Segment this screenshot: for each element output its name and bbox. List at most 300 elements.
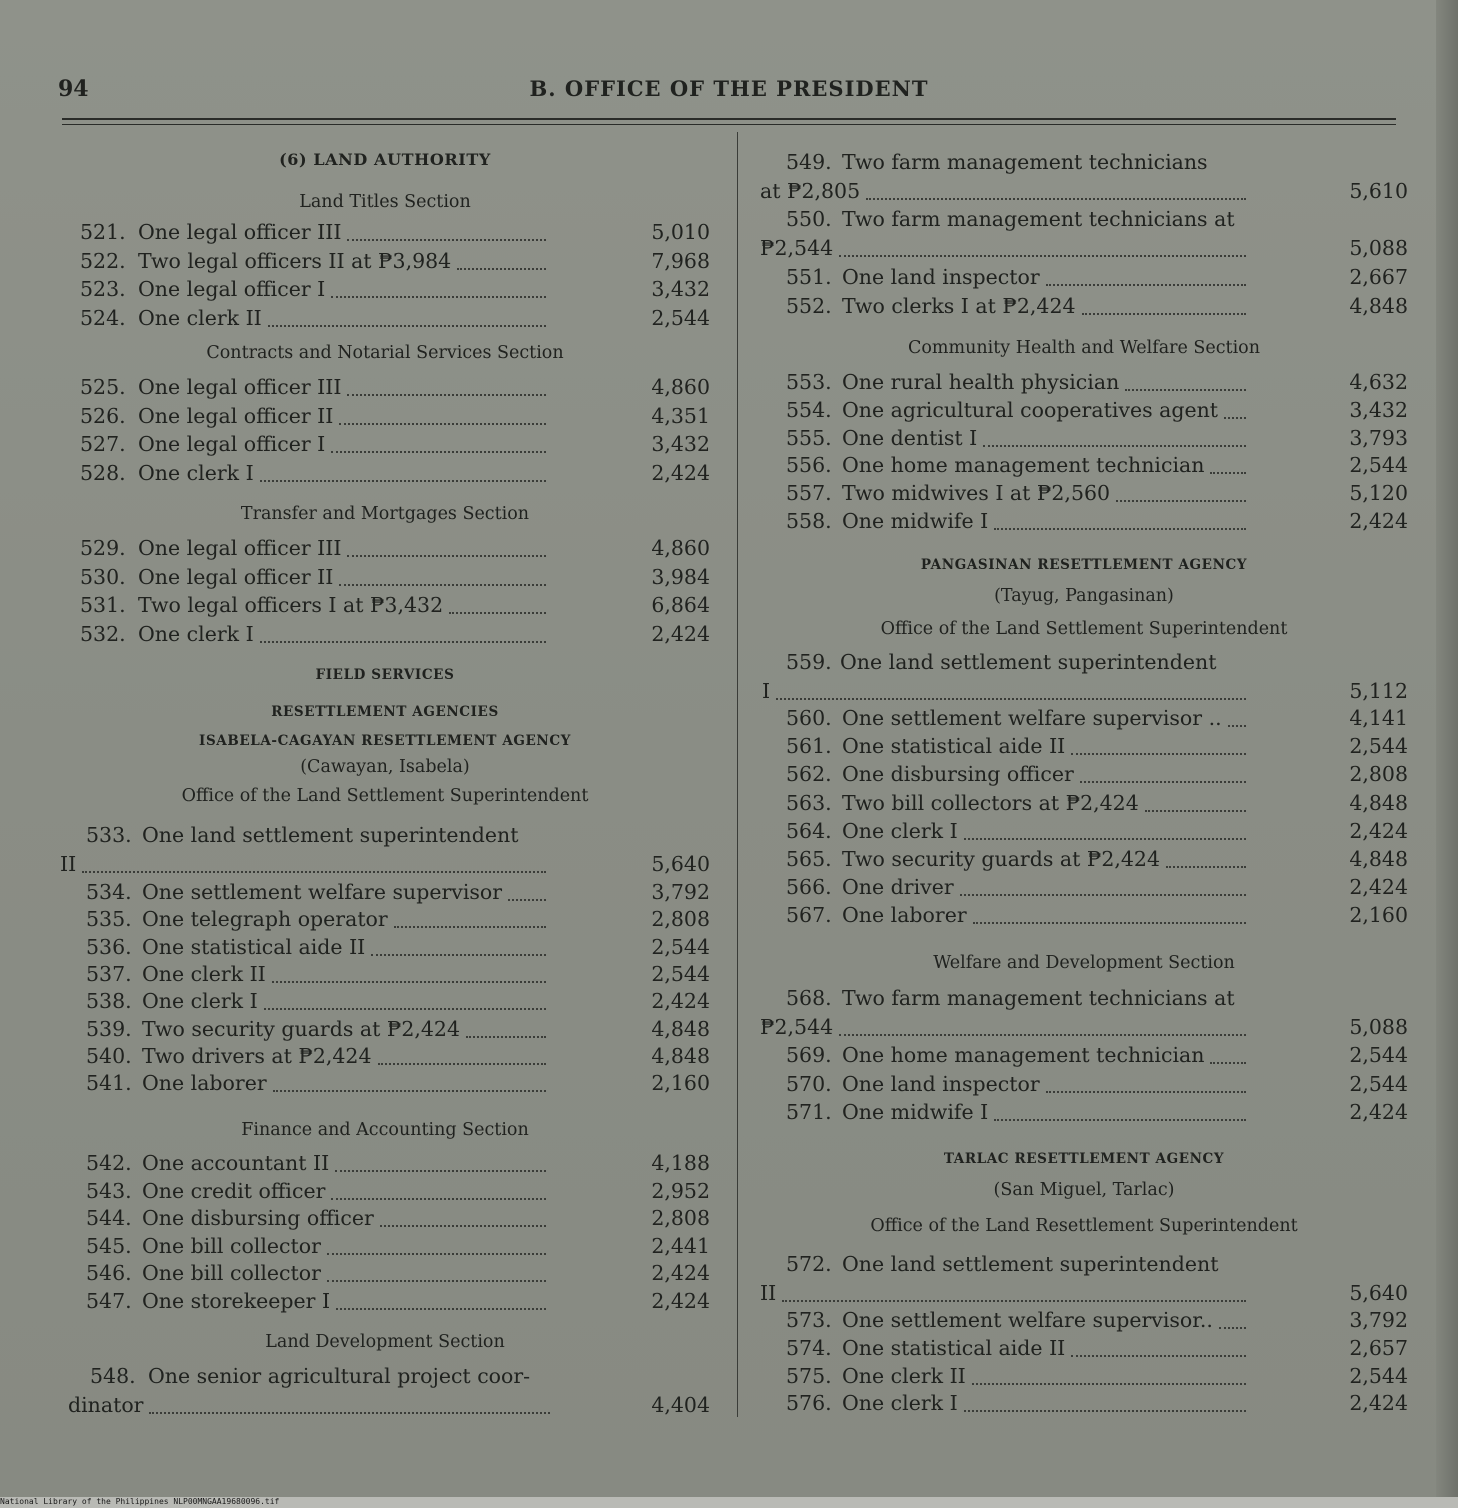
section-heading: Land Development Section xyxy=(265,1332,505,1352)
item-amount: 4,860 xyxy=(651,375,710,399)
item-amount: 2,808 xyxy=(651,1206,710,1231)
item-number: 546. xyxy=(86,1261,132,1286)
item-description: One statistical aide II xyxy=(142,934,366,959)
line-item-first-line xyxy=(760,986,1408,1014)
page-title: B. OFFICE OF THE PRESIDENT xyxy=(529,76,929,101)
item-description: One land inspector xyxy=(842,1071,1040,1096)
office-heading: Office of the Land Settlement Superintendent xyxy=(181,786,589,806)
dot-leader xyxy=(260,480,546,482)
item-amount: 2,544 xyxy=(651,305,710,330)
item-number: 548. xyxy=(90,1364,136,1388)
item-description: One disbursing officer xyxy=(142,1206,374,1231)
dot-leader xyxy=(994,528,1246,530)
item-amount: 2,424 xyxy=(651,1261,710,1286)
item-number: 527. xyxy=(80,432,126,456)
dot-leader xyxy=(1082,313,1246,315)
item-description: One settlement welfare supervisor .. xyxy=(842,706,1222,730)
item-description: One land settlement superintendent xyxy=(842,1252,1219,1276)
line-item xyxy=(760,1043,1408,1071)
item-amount: 2,544 xyxy=(1349,1043,1408,1067)
item-amount: 2,424 xyxy=(651,989,710,1014)
item-amount: 2,808 xyxy=(651,907,710,932)
agency-title: (6) LAND AUTHORITY xyxy=(279,150,491,169)
dot-leader xyxy=(264,1008,546,1010)
item-amount: 4,141 xyxy=(1349,706,1408,730)
item-amount: 2,441 xyxy=(651,1233,710,1258)
item-description: One statistical aide II xyxy=(842,734,1066,759)
item-description: One agricultural cooperatives agent xyxy=(842,397,1219,422)
item-number: 541. xyxy=(86,1071,132,1096)
item-number: 560. xyxy=(786,706,832,730)
item-number: 558. xyxy=(786,509,832,533)
dot-leader xyxy=(983,445,1246,447)
line-item xyxy=(760,370,1408,398)
item-description: One midwife I xyxy=(842,1100,989,1124)
dot-leader xyxy=(508,899,546,901)
item-description: One statistical aide II xyxy=(842,1335,1066,1360)
item-number: 540. xyxy=(86,1043,132,1068)
section-heading: FIELD SERVICES xyxy=(315,667,455,683)
item-amount: 5,010 xyxy=(651,220,710,244)
item-amount: 2,424 xyxy=(1349,509,1408,533)
line-item-first-line xyxy=(760,1252,1408,1280)
line-item-first-line xyxy=(760,207,1408,235)
item-description: One legal officer III xyxy=(138,375,342,399)
item-description: One land settlement superintendent xyxy=(142,823,519,847)
item-amount: 3,984 xyxy=(651,564,710,589)
line-item xyxy=(760,265,1408,293)
header-rule-thin xyxy=(62,124,1396,125)
line-item xyxy=(760,791,1408,819)
item-number: 528. xyxy=(80,460,126,485)
item-amount: 2,544 xyxy=(1349,453,1408,478)
dot-leader xyxy=(339,584,546,586)
item-number: 534. xyxy=(86,880,132,904)
item-number: 561. xyxy=(786,734,832,759)
item-number: 537. xyxy=(86,961,132,986)
item-description: One laborer xyxy=(842,903,967,928)
line-item-second-line xyxy=(60,1393,710,1421)
dot-leader xyxy=(380,1225,546,1227)
dot-leader xyxy=(1071,1355,1246,1357)
footer-caption: National Library of the Philippines NLP00MNGAA19680096.tif xyxy=(0,1497,1458,1508)
item-amount: 2,667 xyxy=(1349,265,1408,289)
dot-leader xyxy=(371,954,546,956)
dot-leader xyxy=(273,1090,546,1092)
item-description: Two security guards at ₱2,424 xyxy=(842,847,1161,871)
item-description: One clerk I xyxy=(842,818,958,843)
item-number: 571. xyxy=(786,1100,832,1124)
item-number: 521. xyxy=(80,220,126,244)
item-description: One clerk II xyxy=(842,1363,966,1388)
item-amount: 3,793 xyxy=(1349,425,1408,450)
agency-heading: PANGASINAN RESETTLEMENT AGENCY xyxy=(920,557,1248,573)
line-item xyxy=(760,1100,1408,1128)
item-number: 544. xyxy=(86,1206,132,1231)
line-item xyxy=(60,461,710,489)
item-description: One clerk I xyxy=(142,989,258,1014)
item-description: One clerk II xyxy=(138,305,262,330)
item-description: Two bill collectors at ₱2,424 xyxy=(842,790,1139,815)
item-description-continued: II xyxy=(760,1280,777,1305)
item-number: 523. xyxy=(80,277,126,301)
item-amount: 3,792 xyxy=(651,880,710,904)
item-amount: 4,848 xyxy=(651,1043,710,1068)
item-number: 563. xyxy=(786,790,832,815)
item-description: One home management technician xyxy=(842,453,1205,478)
item-amount: 2,544 xyxy=(651,961,710,986)
dot-leader xyxy=(82,871,546,873)
item-description: One rural health physician xyxy=(842,370,1120,394)
agency-heading: TARLAC RESETTLEMENT AGENCY xyxy=(943,1151,1225,1167)
item-amount: 5,640 xyxy=(1349,1280,1408,1305)
header-rule xyxy=(62,118,1396,120)
line-item xyxy=(60,907,710,935)
line-item xyxy=(60,1289,710,1317)
dot-leader xyxy=(1125,389,1246,391)
section-heading: Community Health and Welfare Section xyxy=(907,338,1260,358)
item-description: One legal officer III xyxy=(138,536,342,560)
section-heading: Land Titles Section xyxy=(299,192,471,212)
dot-leader xyxy=(994,1119,1246,1121)
line-item-second-line xyxy=(60,852,710,880)
item-number: 524. xyxy=(80,305,126,330)
line-item xyxy=(760,706,1408,734)
item-description-continued: I xyxy=(762,678,771,703)
item-number: 568. xyxy=(786,986,832,1010)
item-description: One credit officer xyxy=(142,1178,326,1203)
item-number: 566. xyxy=(786,875,832,900)
item-description: Two farm management technicians xyxy=(842,150,1208,174)
item-description: One legal officer I xyxy=(138,432,326,456)
item-amount: 2,952 xyxy=(651,1178,710,1203)
line-item xyxy=(60,1234,710,1262)
item-amount: 5,112 xyxy=(1349,678,1408,703)
item-amount: 5,088 xyxy=(1349,1014,1408,1039)
item-amount: 2,544 xyxy=(651,934,710,959)
dot-leader xyxy=(782,1300,1246,1302)
dot-leader xyxy=(339,423,546,425)
line-item xyxy=(60,249,710,277)
item-number: 564. xyxy=(786,818,832,843)
item-amount: 2,808 xyxy=(1349,762,1408,787)
line-item xyxy=(60,935,710,963)
dot-leader xyxy=(331,1198,546,1200)
item-description: One legal officer I xyxy=(138,277,326,301)
line-item-second-line xyxy=(760,679,1408,707)
dot-leader xyxy=(964,1410,1246,1412)
line-item xyxy=(60,1206,710,1234)
item-description: One laborer xyxy=(142,1071,267,1096)
line-item xyxy=(60,536,710,564)
dot-leader xyxy=(260,641,546,643)
item-amount: 2,657 xyxy=(1349,1335,1408,1360)
item-amount: 2,424 xyxy=(1349,1391,1408,1416)
item-number: 529. xyxy=(80,536,126,560)
item-number: 555. xyxy=(786,425,832,450)
dot-leader xyxy=(327,1280,546,1282)
dot-leader xyxy=(347,555,546,557)
item-description: One legal officer II xyxy=(138,564,334,589)
section-heading: Welfare and Development Section xyxy=(933,953,1235,973)
line-item xyxy=(60,989,710,1017)
dot-leader xyxy=(1046,284,1246,286)
dot-leader xyxy=(1080,781,1246,783)
line-item-second-line xyxy=(760,1281,1408,1309)
item-description: One land settlement superintendent xyxy=(840,650,1217,674)
item-description: Two clerks I at ₱2,424 xyxy=(842,293,1076,318)
item-number: 539. xyxy=(86,1016,132,1041)
item-description: Two legal officers II at ₱3,984 xyxy=(138,248,452,273)
line-item xyxy=(60,220,710,248)
item-number: 522. xyxy=(80,248,126,273)
agency-location: (San Miguel, Tarlac) xyxy=(993,1180,1175,1200)
item-amount: 2,424 xyxy=(1349,818,1408,843)
item-description: One clerk II xyxy=(142,961,266,986)
dot-leader xyxy=(457,268,546,270)
line-item-second-line xyxy=(760,179,1408,207)
column-divider xyxy=(737,132,738,1417)
page-edge xyxy=(1436,0,1458,1508)
item-number: 535. xyxy=(86,907,132,932)
line-item xyxy=(760,875,1408,903)
item-number: 556. xyxy=(786,453,832,478)
item-amount: 2,424 xyxy=(651,621,710,646)
item-description: One clerk I xyxy=(138,621,254,646)
dot-leader xyxy=(335,1170,546,1172)
line-item xyxy=(60,565,710,593)
item-description: One driver xyxy=(842,875,954,900)
line-item xyxy=(760,1308,1408,1336)
line-item xyxy=(760,903,1408,931)
item-number: 549. xyxy=(786,150,832,174)
line-item-first-line xyxy=(760,650,1408,678)
item-description: One accountant II xyxy=(142,1151,330,1175)
dot-leader xyxy=(466,1036,546,1038)
dot-leader xyxy=(1210,472,1246,474)
line-item-first-line xyxy=(760,150,1408,178)
item-amount: 4,848 xyxy=(1349,293,1408,318)
office-heading: Office of the Land Settlement Superintendent xyxy=(880,619,1288,639)
item-amount: 4,351 xyxy=(651,403,710,428)
item-description: One home management technician xyxy=(842,1043,1205,1067)
dot-leader xyxy=(1224,417,1246,419)
section-heading: Transfer and Mortgages Section xyxy=(240,504,530,524)
item-number: 552. xyxy=(786,293,832,318)
item-description: One settlement welfare supervisor.. xyxy=(842,1308,1213,1332)
agency-location: (Cawayan, Isabela) xyxy=(300,757,470,777)
item-number: 553. xyxy=(786,370,832,394)
dot-leader xyxy=(449,612,546,614)
item-amount: 2,424 xyxy=(1349,875,1408,900)
item-number: 532. xyxy=(80,621,126,646)
dot-leader xyxy=(331,451,546,453)
item-number: 574. xyxy=(786,1335,832,1360)
line-item xyxy=(60,622,710,650)
line-item-second-line xyxy=(760,236,1408,264)
item-description-continued: at ₱2,805 xyxy=(760,178,861,203)
line-item xyxy=(60,880,710,908)
dot-leader xyxy=(1166,866,1246,868)
dot-leader xyxy=(268,325,546,327)
item-number: 557. xyxy=(786,481,832,506)
dot-leader xyxy=(964,838,1246,840)
item-amount: 5,640 xyxy=(651,851,710,876)
line-item xyxy=(60,1044,710,1072)
dot-leader xyxy=(776,698,1246,700)
line-item xyxy=(760,1364,1408,1392)
item-description: One land inspector xyxy=(842,265,1040,289)
line-item xyxy=(60,1017,710,1045)
item-amount: 5,610 xyxy=(1349,178,1408,203)
item-amount: 2,424 xyxy=(1349,1100,1408,1124)
item-number: 543. xyxy=(86,1178,132,1203)
item-description: Two farm management technicians at xyxy=(842,207,1235,231)
dot-leader xyxy=(327,1253,546,1255)
item-amount: 3,432 xyxy=(1349,397,1408,422)
item-amount: 7,968 xyxy=(651,248,710,273)
line-item xyxy=(60,375,710,403)
dot-leader xyxy=(1219,1327,1246,1329)
item-description: Two drivers at ₱2,424 xyxy=(142,1043,372,1068)
item-description: Two farm management technicians at xyxy=(842,986,1235,1010)
line-item xyxy=(760,1072,1408,1100)
item-description: Two midwives I at ₱2,560 xyxy=(842,481,1111,506)
line-item xyxy=(60,593,710,621)
line-item xyxy=(760,509,1408,537)
line-item xyxy=(60,277,710,305)
item-description: One senior agricultural project coor- xyxy=(148,1364,531,1388)
line-item xyxy=(60,432,710,460)
item-amount: 4,848 xyxy=(1349,790,1408,815)
dot-leader xyxy=(1116,500,1246,502)
line-item xyxy=(760,1336,1408,1364)
line-item xyxy=(760,426,1408,454)
dot-leader xyxy=(149,1412,550,1414)
line-item xyxy=(760,819,1408,847)
line-item xyxy=(60,306,710,334)
dot-leader xyxy=(1145,810,1246,812)
page-number: 94 xyxy=(58,76,89,102)
dot-leader xyxy=(960,894,1246,896)
item-number: 550. xyxy=(786,207,832,231)
line-item xyxy=(760,1391,1408,1419)
item-number: 567. xyxy=(786,903,832,928)
item-number: 547. xyxy=(86,1289,132,1313)
dot-leader xyxy=(1228,725,1246,727)
item-description: One telegraph operator xyxy=(142,907,388,932)
item-number: 542. xyxy=(86,1151,132,1175)
line-item xyxy=(760,294,1408,322)
item-description-continued: II xyxy=(60,851,77,876)
item-amount: 4,848 xyxy=(651,1016,710,1041)
line-item xyxy=(60,1261,710,1289)
item-number: 562. xyxy=(786,762,832,787)
item-number: 530. xyxy=(80,564,126,589)
line-item xyxy=(760,734,1408,762)
item-amount: 4,632 xyxy=(1349,370,1408,394)
item-amount: 2,544 xyxy=(1349,1363,1408,1388)
dot-leader xyxy=(394,926,546,928)
item-number: 565. xyxy=(786,847,832,871)
item-description: One settlement welfare supervisor xyxy=(142,880,503,904)
dot-leader xyxy=(839,255,1246,257)
line-item-first-line xyxy=(60,823,710,851)
line-item xyxy=(60,1071,710,1099)
item-number: 551. xyxy=(786,265,832,289)
item-description: One midwife I xyxy=(842,509,989,533)
item-number: 570. xyxy=(786,1071,832,1096)
item-number: 525. xyxy=(80,375,126,399)
item-description-continued: ₱2,544 xyxy=(760,235,834,260)
item-number: 538. xyxy=(86,989,132,1014)
dot-leader xyxy=(1210,1062,1246,1064)
item-description: Two legal officers I at ₱3,432 xyxy=(138,593,444,617)
item-amount: 2,424 xyxy=(651,1289,710,1313)
dot-leader xyxy=(839,1034,1246,1036)
item-number: 573. xyxy=(786,1308,832,1332)
item-amount: 4,188 xyxy=(651,1151,710,1175)
dot-leader xyxy=(347,239,546,241)
item-description: One legal officer III xyxy=(138,220,342,244)
item-number: 526. xyxy=(80,403,126,428)
item-description-continued: ₱2,544 xyxy=(760,1014,834,1039)
item-amount: 3,792 xyxy=(1349,1308,1408,1332)
dot-leader xyxy=(1046,1091,1246,1093)
line-item xyxy=(60,404,710,432)
line-item xyxy=(60,1179,710,1207)
item-description: One dentist I xyxy=(842,425,978,450)
item-amount: 5,088 xyxy=(1349,235,1408,260)
item-amount: 2,544 xyxy=(1349,1071,1408,1096)
item-description-continued: dinator xyxy=(68,1392,144,1417)
item-amount: 2,160 xyxy=(651,1071,710,1096)
dot-leader xyxy=(378,1063,546,1065)
item-number: 576. xyxy=(786,1391,832,1416)
item-amount: 3,432 xyxy=(651,432,710,456)
item-amount: 6,864 xyxy=(651,593,710,617)
item-amount: 4,404 xyxy=(651,1392,710,1417)
item-number: 531. xyxy=(80,593,126,617)
line-item xyxy=(760,762,1408,790)
agency-location: (Tayug, Pangasinan) xyxy=(994,586,1174,606)
line-item xyxy=(60,962,710,990)
item-number: 554. xyxy=(786,397,832,422)
item-amount: 4,860 xyxy=(651,536,710,560)
item-description: One storekeeper I xyxy=(142,1289,331,1313)
item-number: 572. xyxy=(786,1252,832,1276)
item-description: Two security guards at ₱2,424 xyxy=(142,1016,461,1041)
section-heading: Finance and Accounting Section xyxy=(241,1120,529,1140)
agency-heading: ISABELA-CAGAYAN RESETTLEMENT AGENCY xyxy=(199,733,571,749)
line-item xyxy=(760,398,1408,426)
dot-leader xyxy=(347,394,546,396)
line-item-first-line xyxy=(60,1364,710,1392)
line-item xyxy=(760,453,1408,481)
item-amount: 3,432 xyxy=(651,277,710,301)
item-description: One clerk I xyxy=(842,1391,958,1416)
item-number: 575. xyxy=(786,1363,832,1388)
dot-leader xyxy=(272,981,546,983)
line-item xyxy=(760,847,1408,875)
item-number: 536. xyxy=(86,934,132,959)
item-description: One bill collector xyxy=(142,1261,321,1286)
section-heading: Contracts and Notarial Services Section xyxy=(206,343,564,363)
item-number: 545. xyxy=(86,1233,132,1258)
line-item-second-line xyxy=(760,1015,1408,1043)
item-description: One bill collector xyxy=(142,1233,321,1258)
item-description: One clerk I xyxy=(138,460,254,485)
